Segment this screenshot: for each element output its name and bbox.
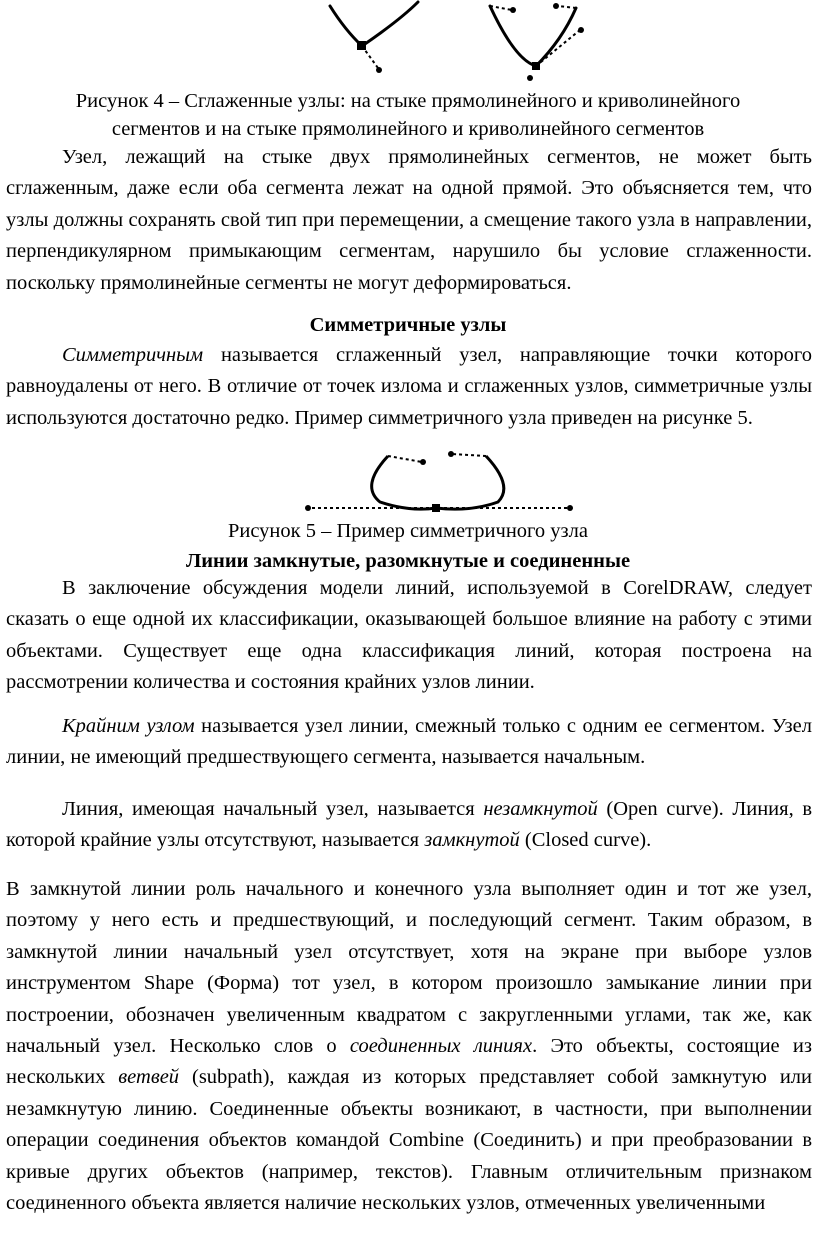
heading-symmetric-nodes: Симметричные узлы [309, 314, 507, 336]
term-open: незамкнутой [483, 798, 598, 820]
figure5-caption: Рисунок 5 – Пример симметричного узла [227, 520, 588, 542]
figure4-right-control-4 [527, 75, 533, 81]
figure4-left-control [376, 67, 382, 73]
figure5-handle-right [452, 454, 486, 456]
heading-line-types: Линии замкнутые, разомкнутые и соединенные [185, 550, 631, 572]
figure5-curve [372, 456, 504, 509]
open-closed-text-2: (Open curve). Линия, в которой крайние узлы отсутствуют, называется [6, 798, 812, 852]
paragraph-symmetric-nodes [6, 340, 812, 434]
paragraph-smooth-nodes: Узел, лежащий на стыке двух прямолинейных сегментов, не может быть сглаженным, даже если оба сегмента лежат на одной прямой. Это объясняется тем, что узлы должны сохранять свой тип при перемещении, а смещение такого узла в направлении, перпендикулярном примыкающим сегментам, нарушило бы условие сглаженности. поскольку прямолинейные сегменты не могут деформироваться. [6, 146, 812, 294]
figure5-end-left [305, 505, 311, 511]
term-symmetric: Симметричным [62, 344, 204, 366]
figure4-right-handle-3 [536, 30, 580, 66]
figure5-handle-left [388, 456, 422, 462]
figure4-caption-line1: Рисунок 4 – Сглаженные узлы: на стыке прямолинейного и криволинейного [75, 90, 741, 112]
figure4-drawing [300, 0, 620, 82]
figure4-right-handle-1 [490, 6, 512, 10]
term-end-node: Крайним узлом [62, 715, 195, 737]
closed-lines-text-2: . Это объекты, состоящие из нескольких [6, 1035, 812, 1089]
paragraph-closed-lines [6, 874, 812, 1219]
figure4-right-control-3 [578, 27, 584, 33]
term-closed: замкнутой [424, 829, 520, 852]
figure4-caption-line2: сегментов и на стыке прямолинейного и криволинейного сегментов [111, 118, 705, 140]
paragraph-end-node-text: называется узел линии, смежный только с одним ее сегментом. Узел линии, не имеющий предшествующего сегмента, называется начальным. [6, 715, 812, 769]
closed-lines-text-1: В замкнутой линии роль начального и конечного узла выполняет один и тот же узел, поэтому у него есть и предшествующий, и последующий сегмент. Таким образом, в замкнутой линии начальный узел отсутствует, хотя на экране при выборе узлов инструментом Shape (Форма) тот узел, в котором произошло замыкание линии при построении, обозначен увеличенным квадратом с закругленными углами, так же, как начальный узел. Несколько слов о [6, 878, 812, 1058]
paragraph-line-classification: В заключение обсуждения модели линий, используемой в CorelDRAW, следует сказать о еще одной их классификации, оказывающей большое влияние на работу с этими объектами. Существует еще одна классификация линий, которая построена на рассмотрении количества и состояния крайних узлов линии. [6, 577, 812, 694]
figure4-left-curve [330, 2, 418, 46]
open-closed-text-3: (Closed curve). [519, 829, 652, 852]
figure5-control-right [448, 451, 454, 457]
figure4-right-handle-2 [558, 6, 576, 8]
paragraph-open-closed [6, 794, 812, 857]
figure4-left-node [357, 41, 366, 50]
figure5-node [432, 504, 440, 512]
figure5-control-left [420, 459, 426, 465]
term-combined-lines: соединенных линиях [349, 1035, 533, 1058]
figure5-end-right [567, 505, 573, 511]
figure5-drawing [300, 446, 580, 516]
paragraph-symmetric-text: называется сглаженный узел, направляющие точки которого равноудалены от него. В отличие от точек излома и сглаженных узлов, симметричные узлы используются достаточно редко. Пример симметричного узла приведен на рисунке 5. [6, 344, 812, 429]
closed-lines-text-3: (subpath), каждая из которых представляет собой замкнутую или незамкнутую линию. Соединенные объекты возникают, в частности, при выполнении операции соединения объектов командой Combine (Соединить) и при преобразовании в кривые других объектов (например, текстов). Главным отличительным признаком соединенного объекта является наличие нескольких узлов, отмеченных увеличенными [6, 1066, 812, 1215]
open-closed-text-1: Линия, имеющая начальный узел, называется [62, 798, 484, 820]
figure4-right-node [532, 62, 540, 70]
figure4-right-control-2 [553, 3, 559, 9]
term-subpaths: ветвей [118, 1066, 180, 1089]
figure4-right-control-1 [510, 7, 516, 13]
figure4-right-curve [490, 6, 576, 66]
paragraph-end-node [6, 711, 812, 774]
